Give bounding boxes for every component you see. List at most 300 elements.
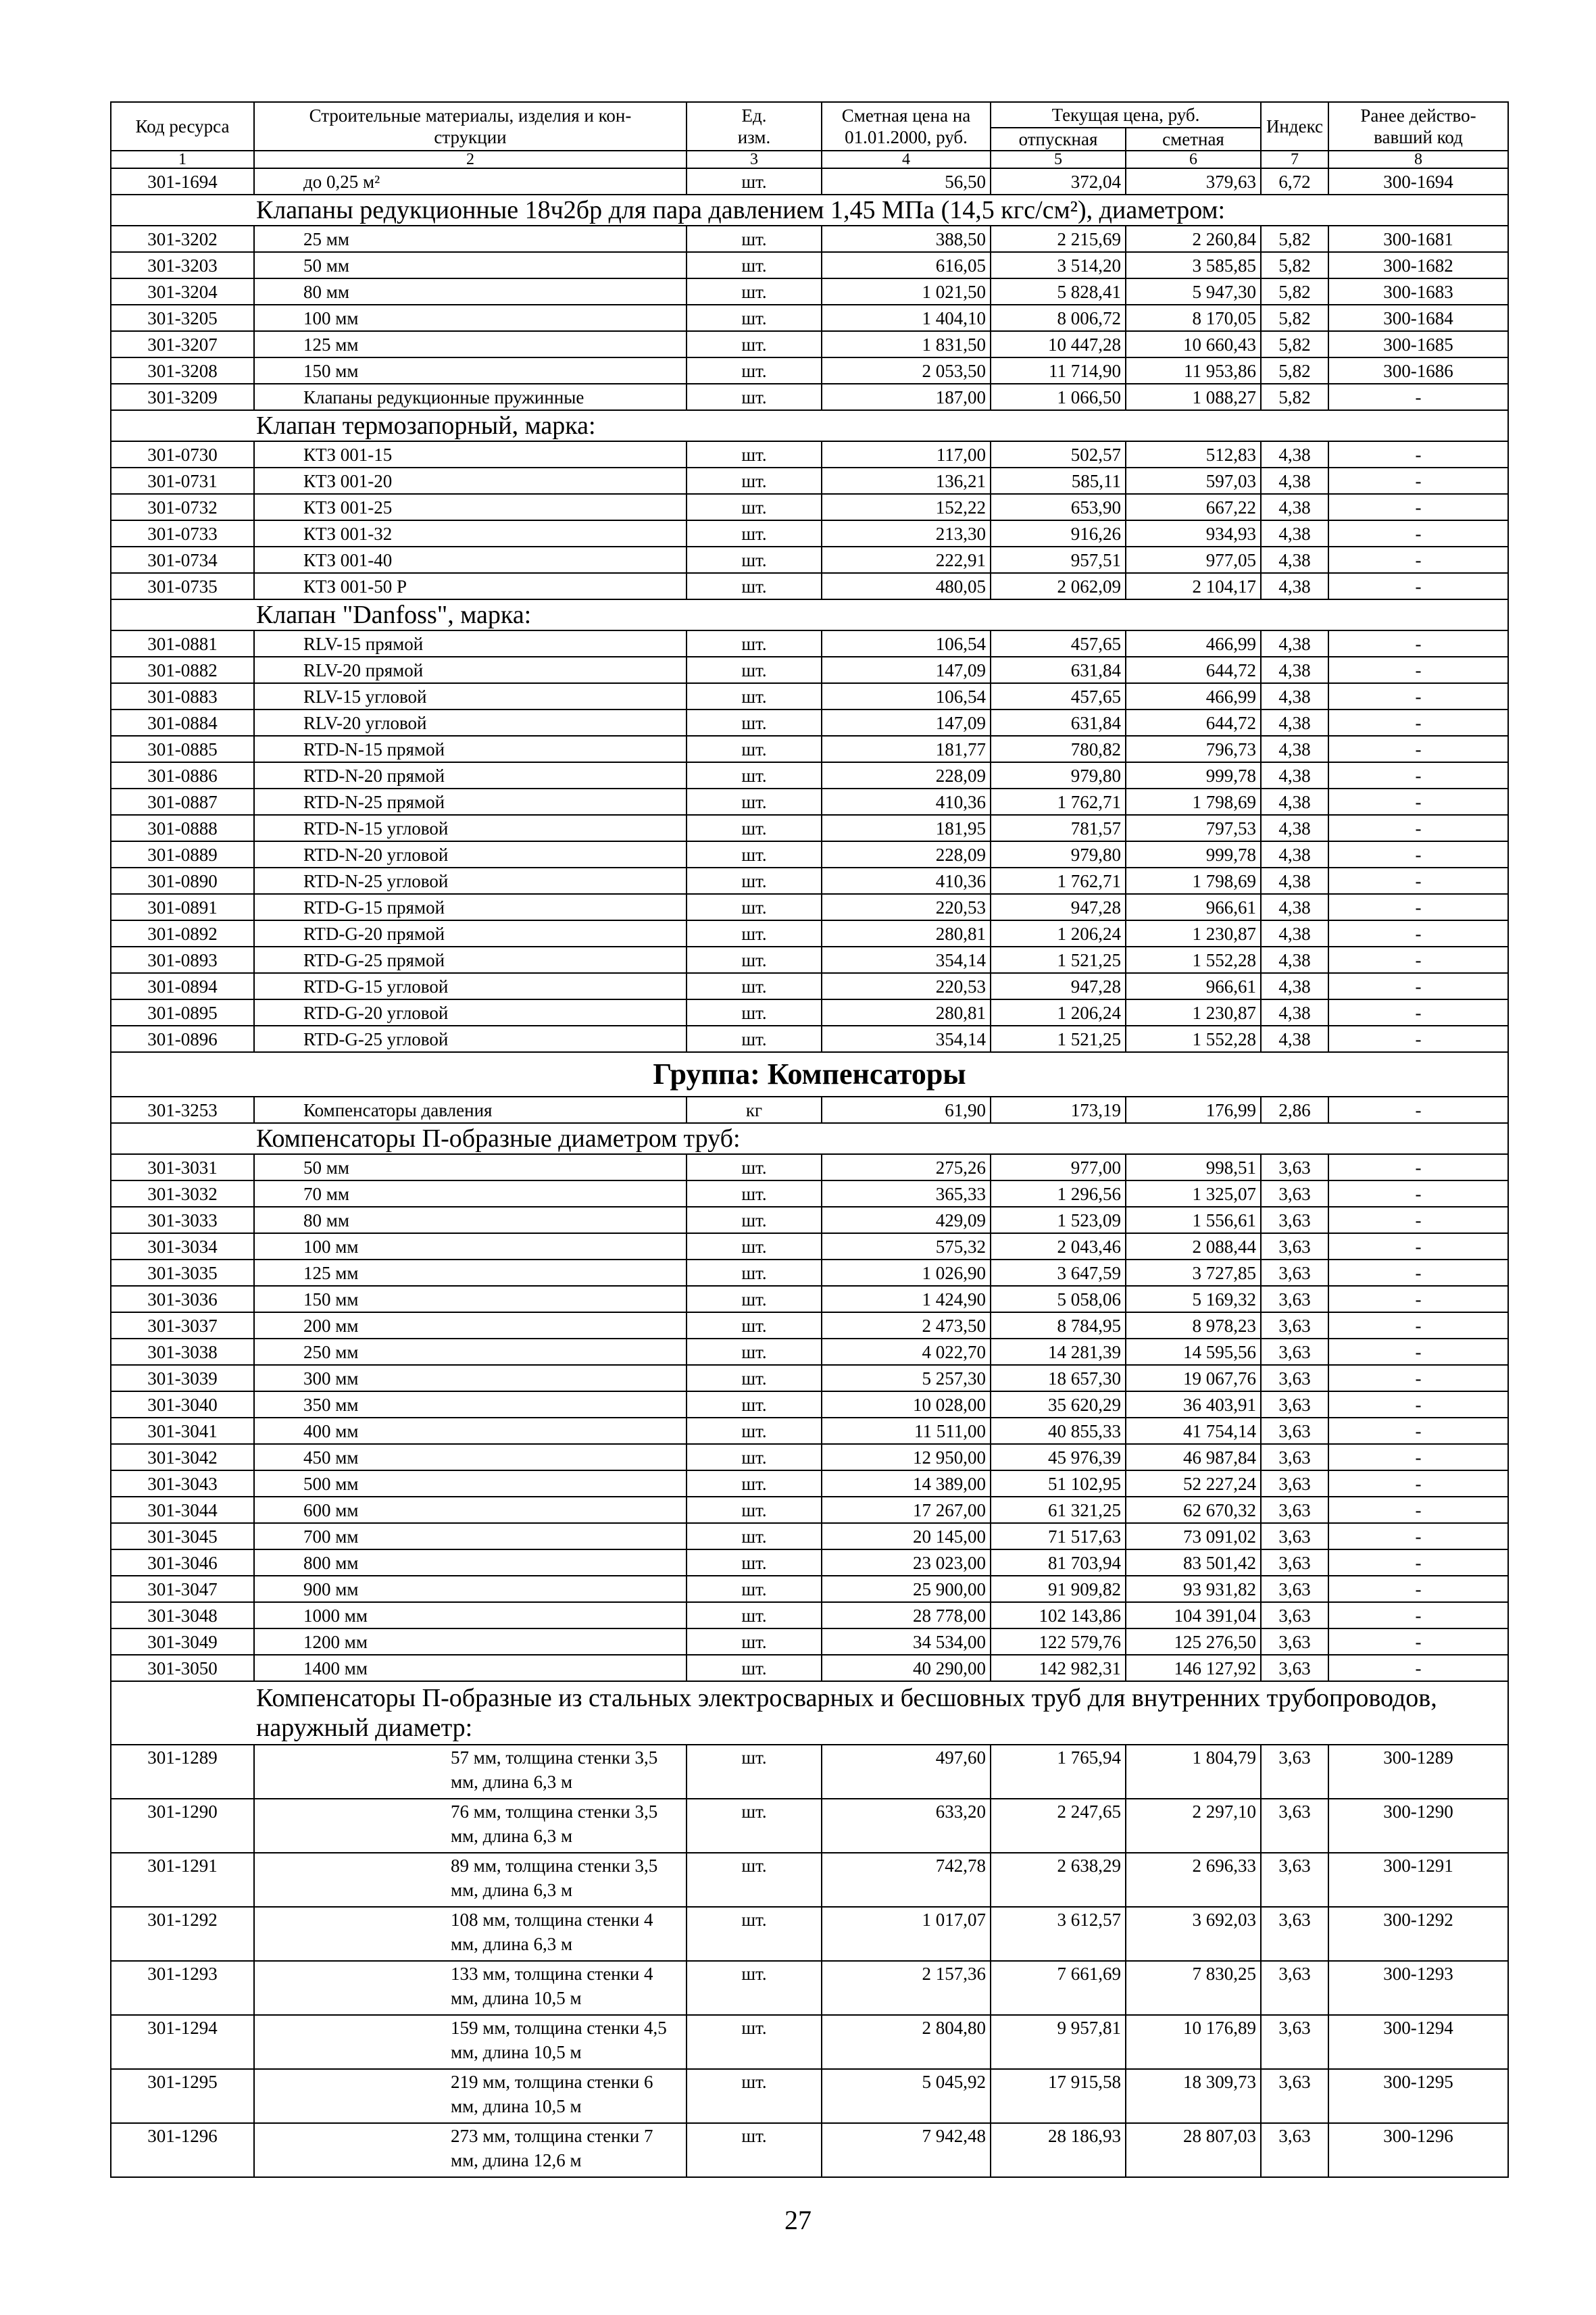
resource-code: 301-1694 bbox=[111, 168, 254, 195]
resource-unit: шт. bbox=[687, 1523, 822, 1549]
resource-name: RTD-N-15 угловой bbox=[254, 815, 687, 841]
price-estimate: 2 696,33 bbox=[1126, 1853, 1261, 1907]
price-estimate: 14 595,56 bbox=[1126, 1339, 1261, 1365]
resource-unit: шт. bbox=[687, 1655, 822, 1681]
resource-name: 80 мм bbox=[254, 278, 687, 305]
resource-code: 301-3044 bbox=[111, 1497, 254, 1523]
price-2000: 575,32 bbox=[822, 1233, 991, 1260]
resource-code: 301-3047 bbox=[111, 1576, 254, 1602]
price-index: 3,63 bbox=[1261, 1286, 1328, 1312]
price-2000: 742,78 bbox=[822, 1853, 991, 1907]
price-estimate: 597,03 bbox=[1126, 468, 1261, 494]
price-sale: 1 206,24 bbox=[991, 920, 1126, 947]
price-index: 3,63 bbox=[1261, 1907, 1328, 1961]
col-num: 7 bbox=[1261, 151, 1328, 168]
table-row bbox=[111, 1365, 1508, 1391]
price-2000: 213,30 bbox=[822, 520, 991, 547]
price-estimate: 8 170,05 bbox=[1126, 305, 1261, 331]
resource-code: 301-1293 bbox=[111, 1961, 254, 2015]
resource-code: 301-0735 bbox=[111, 573, 254, 599]
price-sale: 28 186,93 bbox=[991, 2123, 1126, 2177]
price-estimate: 667,22 bbox=[1126, 494, 1261, 520]
price-estimate: 466,99 bbox=[1126, 630, 1261, 657]
resource-code: 301-3046 bbox=[111, 1549, 254, 1576]
table-row bbox=[111, 736, 1508, 762]
price-index: 5,82 bbox=[1261, 357, 1328, 384]
price-estimate: 2 297,10 bbox=[1126, 1799, 1261, 1853]
price-sale: 2 043,46 bbox=[991, 1233, 1126, 1260]
previous-code: 300-1686 bbox=[1328, 357, 1508, 384]
price-sale: 781,57 bbox=[991, 815, 1126, 841]
price-2000: 20 145,00 bbox=[822, 1523, 991, 1549]
resource-unit: шт. bbox=[687, 1961, 822, 2015]
price-2000: 280,81 bbox=[822, 920, 991, 947]
resource-name: 1200 мм bbox=[254, 1628, 687, 1655]
resource-name: 500 мм bbox=[254, 1470, 687, 1497]
price-estimate: 83 501,42 bbox=[1126, 1549, 1261, 1576]
price-sale: 142 982,31 bbox=[991, 1655, 1126, 1681]
price-estimate: 176,99 bbox=[1126, 1097, 1261, 1123]
header-current-price: Текущая цена, руб. bbox=[991, 102, 1261, 128]
resource-name: RLV-20 прямой bbox=[254, 657, 687, 683]
price-2000: 1 026,90 bbox=[822, 1260, 991, 1286]
resource-name: RTD-N-25 прямой bbox=[254, 789, 687, 815]
price-sale: 947,28 bbox=[991, 894, 1126, 920]
table-row bbox=[111, 1312, 1508, 1339]
resource-name: RLV-20 угловой bbox=[254, 710, 687, 736]
price-2000: 228,09 bbox=[822, 841, 991, 868]
resource-unit: шт. bbox=[687, 657, 822, 683]
resource-code: 301-0896 bbox=[111, 1026, 254, 1052]
price-estimate: 1 230,87 bbox=[1126, 920, 1261, 947]
price-2000: 228,09 bbox=[822, 762, 991, 789]
price-sale: 10 447,28 bbox=[991, 331, 1126, 357]
table-row bbox=[111, 1655, 1508, 1681]
price-estimate: 11 953,86 bbox=[1126, 357, 1261, 384]
price-sale: 2 215,69 bbox=[991, 226, 1126, 252]
price-index: 5,82 bbox=[1261, 252, 1328, 278]
table-row bbox=[111, 384, 1508, 410]
header-code: Код ресурса bbox=[111, 102, 254, 151]
previous-code: 300-1289 bbox=[1328, 1745, 1508, 1799]
resource-code: 301-3202 bbox=[111, 226, 254, 252]
resource-name: Клапаны редукционные пружинные bbox=[254, 384, 687, 410]
previous-code: - bbox=[1328, 1180, 1508, 1207]
table-row bbox=[111, 1260, 1508, 1286]
resource-code: 301-3048 bbox=[111, 1602, 254, 1628]
table-row bbox=[111, 947, 1508, 973]
resource-name: КТЗ 001-25 bbox=[254, 494, 687, 520]
price-2000: 5 045,92 bbox=[822, 2069, 991, 2123]
resource-name: RLV-15 прямой bbox=[254, 630, 687, 657]
price-sale: 780,82 bbox=[991, 736, 1126, 762]
price-estimate: 2 104,17 bbox=[1126, 573, 1261, 599]
resource-name: 25 мм bbox=[254, 226, 687, 252]
previous-code: - bbox=[1328, 1154, 1508, 1180]
previous-code: - bbox=[1328, 1365, 1508, 1391]
resource-name: 1000 мм bbox=[254, 1602, 687, 1628]
table-row bbox=[111, 973, 1508, 999]
previous-code: 300-1684 bbox=[1328, 305, 1508, 331]
resource-unit: шт. bbox=[687, 357, 822, 384]
resource-code: 301-0891 bbox=[111, 894, 254, 920]
price-estimate: 999,78 bbox=[1126, 762, 1261, 789]
price-estimate: 36 403,91 bbox=[1126, 1391, 1261, 1418]
price-index: 4,38 bbox=[1261, 841, 1328, 868]
resource-code: 301-3036 bbox=[111, 1286, 254, 1312]
price-sale: 585,11 bbox=[991, 468, 1126, 494]
resource-unit: шт. bbox=[687, 1497, 822, 1523]
previous-code: - bbox=[1328, 868, 1508, 894]
price-sale: 1 296,56 bbox=[991, 1180, 1126, 1207]
resource-code: 301-3050 bbox=[111, 1655, 254, 1681]
price-sale: 61 321,25 bbox=[991, 1497, 1126, 1523]
price-2000: 136,21 bbox=[822, 468, 991, 494]
table-row bbox=[111, 1745, 1508, 1799]
resource-unit: кг bbox=[687, 1097, 822, 1123]
price-estimate: 2 088,44 bbox=[1126, 1233, 1261, 1260]
resource-code: 301-3208 bbox=[111, 357, 254, 384]
table-row bbox=[111, 2015, 1508, 2069]
resource-unit: шт. bbox=[687, 1470, 822, 1497]
price-index: 6,72 bbox=[1261, 168, 1328, 195]
resource-name: RTD-G-20 угловой bbox=[254, 999, 687, 1026]
price-sale: 173,19 bbox=[991, 1097, 1126, 1123]
previous-code: - bbox=[1328, 1207, 1508, 1233]
resource-code: 301-0734 bbox=[111, 547, 254, 573]
resource-unit: шт. bbox=[687, 468, 822, 494]
resource-name: RTD-G-15 угловой bbox=[254, 973, 687, 999]
price-sale: 3 514,20 bbox=[991, 252, 1126, 278]
price-sale: 631,84 bbox=[991, 657, 1126, 683]
price-estimate: 18 309,73 bbox=[1126, 2069, 1261, 2123]
previous-code: - bbox=[1328, 841, 1508, 868]
resource-unit: шт. bbox=[687, 1444, 822, 1470]
price-sale: 457,65 bbox=[991, 630, 1126, 657]
price-sale: 45 976,39 bbox=[991, 1444, 1126, 1470]
resource-unit: шт. bbox=[687, 1602, 822, 1628]
resource-unit: шт. bbox=[687, 973, 822, 999]
resource-code: 301-0895 bbox=[111, 999, 254, 1026]
resource-unit: шт. bbox=[687, 894, 822, 920]
previous-code: - bbox=[1328, 894, 1508, 920]
table-row bbox=[111, 278, 1508, 305]
price-2000: 222,91 bbox=[822, 547, 991, 573]
table-row bbox=[111, 1576, 1508, 1602]
resource-unit: шт. bbox=[687, 630, 822, 657]
price-sale: 122 579,76 bbox=[991, 1628, 1126, 1655]
resource-unit: шт. bbox=[687, 868, 822, 894]
price-index: 5,82 bbox=[1261, 305, 1328, 331]
table-row bbox=[111, 1907, 1508, 1961]
price-sale: 977,00 bbox=[991, 1154, 1126, 1180]
previous-code: - bbox=[1328, 1339, 1508, 1365]
price-estimate: 1 552,28 bbox=[1126, 1026, 1261, 1052]
table-row bbox=[111, 1391, 1508, 1418]
previous-code: 300-1682 bbox=[1328, 252, 1508, 278]
price-2000: 14 389,00 bbox=[822, 1470, 991, 1497]
previous-code: 300-1685 bbox=[1328, 331, 1508, 357]
resource-code: 301-3040 bbox=[111, 1391, 254, 1418]
price-2000: 1 404,10 bbox=[822, 305, 991, 331]
price-index: 5,82 bbox=[1261, 384, 1328, 410]
price-index: 3,63 bbox=[1261, 1853, 1328, 1907]
price-sale: 2 062,09 bbox=[991, 573, 1126, 599]
price-2000: 152,22 bbox=[822, 494, 991, 520]
price-2000: 187,00 bbox=[822, 384, 991, 410]
col-num: 4 bbox=[822, 151, 991, 168]
resource-unit: шт. bbox=[687, 168, 822, 195]
resource-code: 301-0882 bbox=[111, 657, 254, 683]
price-index: 3,63 bbox=[1261, 1799, 1328, 1853]
table-row bbox=[111, 683, 1508, 710]
price-2000: 28 778,00 bbox=[822, 1602, 991, 1628]
price-2000: 1 017,07 bbox=[822, 1907, 991, 1961]
table-row bbox=[111, 441, 1508, 468]
col-num: 5 bbox=[991, 151, 1126, 168]
resource-unit: шт. bbox=[687, 494, 822, 520]
price-sale: 5 058,06 bbox=[991, 1286, 1126, 1312]
price-index: 3,63 bbox=[1261, 1154, 1328, 1180]
price-2000: 12 950,00 bbox=[822, 1444, 991, 1470]
table-row bbox=[111, 1180, 1508, 1207]
price-sale: 5 828,41 bbox=[991, 278, 1126, 305]
price-2000: 429,09 bbox=[822, 1207, 991, 1233]
resource-unit: шт. bbox=[687, 1576, 822, 1602]
price-estimate: 104 391,04 bbox=[1126, 1602, 1261, 1628]
table-row bbox=[111, 331, 1508, 357]
resource-name: RTD-N-15 прямой bbox=[254, 736, 687, 762]
previous-code: - bbox=[1328, 762, 1508, 789]
resource-name: 133 мм, толщина стенки 4 мм, длина 10,5 м bbox=[254, 1961, 687, 2015]
price-2000: 25 900,00 bbox=[822, 1576, 991, 1602]
previous-code: - bbox=[1328, 710, 1508, 736]
resource-code: 301-1294 bbox=[111, 2015, 254, 2069]
previous-code: 300-1295 bbox=[1328, 2069, 1508, 2123]
price-sale: 1 521,25 bbox=[991, 1026, 1126, 1052]
price-sale: 81 703,94 bbox=[991, 1549, 1126, 1576]
resource-name: RTD-G-15 прямой bbox=[254, 894, 687, 920]
previous-code: - bbox=[1328, 1286, 1508, 1312]
table-row bbox=[111, 1853, 1508, 1907]
price-2000: 40 290,00 bbox=[822, 1655, 991, 1681]
price-sale: 457,65 bbox=[991, 683, 1126, 710]
price-2000: 280,81 bbox=[822, 999, 991, 1026]
resource-name: 159 мм, толщина стенки 4,5 мм, длина 10,5 м bbox=[254, 2015, 687, 2069]
price-2000: 2 053,50 bbox=[822, 357, 991, 384]
price-index: 3,63 bbox=[1261, 2069, 1328, 2123]
previous-code: - bbox=[1328, 630, 1508, 657]
resource-name: 150 мм bbox=[254, 1286, 687, 1312]
price-2000: 10 028,00 bbox=[822, 1391, 991, 1418]
price-index: 4,38 bbox=[1261, 973, 1328, 999]
resource-code: 301-1292 bbox=[111, 1907, 254, 1961]
previous-code: - bbox=[1328, 789, 1508, 815]
price-sale: 7 661,69 bbox=[991, 1961, 1126, 2015]
price-index: 4,38 bbox=[1261, 547, 1328, 573]
resource-name: КТЗ 001-50 Р bbox=[254, 573, 687, 599]
price-sale: 653,90 bbox=[991, 494, 1126, 520]
resource-unit: шт. bbox=[687, 710, 822, 736]
price-2000: 220,53 bbox=[822, 894, 991, 920]
table-row bbox=[111, 494, 1508, 520]
price-index: 4,38 bbox=[1261, 494, 1328, 520]
price-sale: 957,51 bbox=[991, 547, 1126, 573]
price-2000: 181,95 bbox=[822, 815, 991, 841]
previous-code: 300-1290 bbox=[1328, 1799, 1508, 1853]
price-2000: 17 267,00 bbox=[822, 1497, 991, 1523]
price-estimate: 379,63 bbox=[1126, 168, 1261, 195]
previous-code: - bbox=[1328, 520, 1508, 547]
price-2000: 1 021,50 bbox=[822, 278, 991, 305]
table-row bbox=[111, 762, 1508, 789]
table-row bbox=[111, 573, 1508, 599]
table-row bbox=[111, 1097, 1508, 1123]
resource-name: 900 мм bbox=[254, 1576, 687, 1602]
resource-name: RTD-N-20 угловой bbox=[254, 841, 687, 868]
resource-code: 301-0731 bbox=[111, 468, 254, 494]
resource-unit: шт. bbox=[687, 252, 822, 278]
price-sale: 71 517,63 bbox=[991, 1523, 1126, 1549]
col-num: 6 bbox=[1126, 151, 1261, 168]
resource-code: 301-3032 bbox=[111, 1180, 254, 1207]
price-2000: 410,36 bbox=[822, 789, 991, 815]
section-heading-title: Клапан "Danfoss", марка: bbox=[111, 599, 1508, 630]
price-2000: 410,36 bbox=[822, 868, 991, 894]
resource-unit: шт. bbox=[687, 815, 822, 841]
resource-name: 57 мм, толщина стенки 3,5 мм, длина 6,3 м bbox=[254, 1745, 687, 1799]
price-estimate: 19 067,76 bbox=[1126, 1365, 1261, 1391]
resource-code: 301-3038 bbox=[111, 1339, 254, 1365]
resource-name: 1400 мм bbox=[254, 1655, 687, 1681]
resource-code: 301-3203 bbox=[111, 252, 254, 278]
price-2000: 106,54 bbox=[822, 683, 991, 710]
header-unit: Ед. изм. bbox=[687, 102, 822, 151]
price-estimate: 977,05 bbox=[1126, 547, 1261, 573]
resource-unit: шт. bbox=[687, 441, 822, 468]
resource-unit: шт. bbox=[687, 1312, 822, 1339]
resource-unit: шт. bbox=[687, 841, 822, 868]
section-heading-title: Компенсаторы П-образные диаметром труб: bbox=[111, 1123, 1508, 1154]
resource-code: 301-1296 bbox=[111, 2123, 254, 2177]
resource-unit: шт. bbox=[687, 226, 822, 252]
resource-unit: шт. bbox=[687, 736, 822, 762]
price-estimate: 1 556,61 bbox=[1126, 1207, 1261, 1233]
price-index: 4,38 bbox=[1261, 683, 1328, 710]
resource-code: 301-3033 bbox=[111, 1207, 254, 1233]
resource-price-table bbox=[110, 101, 1509, 2178]
resource-code: 301-0730 bbox=[111, 441, 254, 468]
table-row bbox=[111, 168, 1508, 195]
previous-code: - bbox=[1328, 1549, 1508, 1576]
section-heading bbox=[111, 599, 1508, 630]
resource-unit: шт. bbox=[687, 1799, 822, 1853]
price-2000: 117,00 bbox=[822, 441, 991, 468]
resource-code: 301-0887 bbox=[111, 789, 254, 815]
resource-code: 301-3031 bbox=[111, 1154, 254, 1180]
resource-unit: шт. bbox=[687, 305, 822, 331]
price-sale: 2 638,29 bbox=[991, 1853, 1126, 1907]
resource-code: 301-0893 bbox=[111, 947, 254, 973]
price-sale: 102 143,86 bbox=[991, 1602, 1126, 1628]
price-sale: 502,57 bbox=[991, 441, 1126, 468]
price-2000: 2 804,80 bbox=[822, 2015, 991, 2069]
price-estimate: 93 931,82 bbox=[1126, 1576, 1261, 1602]
previous-code: 300-1293 bbox=[1328, 1961, 1508, 2015]
resource-name: КТЗ 001-20 bbox=[254, 468, 687, 494]
resource-code: 301-1289 bbox=[111, 1745, 254, 1799]
table-row bbox=[111, 1444, 1508, 1470]
previous-code: - bbox=[1328, 1497, 1508, 1523]
resource-name: 80 мм bbox=[254, 1207, 687, 1233]
price-2000: 633,20 bbox=[822, 1799, 991, 1853]
previous-code: - bbox=[1328, 1026, 1508, 1052]
table-row bbox=[111, 1207, 1508, 1233]
price-sale: 1 206,24 bbox=[991, 999, 1126, 1026]
previous-code: - bbox=[1328, 736, 1508, 762]
previous-code: - bbox=[1328, 973, 1508, 999]
previous-code: - bbox=[1328, 1602, 1508, 1628]
previous-code: - bbox=[1328, 1097, 1508, 1123]
price-estimate: 999,78 bbox=[1126, 841, 1261, 868]
price-2000: 220,53 bbox=[822, 973, 991, 999]
resource-unit: шт. bbox=[687, 278, 822, 305]
resource-unit: шт. bbox=[687, 1233, 822, 1260]
price-estimate: 10 660,43 bbox=[1126, 331, 1261, 357]
table-row bbox=[111, 1470, 1508, 1497]
previous-code: - bbox=[1328, 1655, 1508, 1681]
header-previous-code: Ранее действо- вавший код bbox=[1328, 102, 1508, 151]
resource-code: 301-3039 bbox=[111, 1365, 254, 1391]
table-row bbox=[111, 1233, 1508, 1260]
price-estimate: 644,72 bbox=[1126, 657, 1261, 683]
resource-unit: шт. bbox=[687, 384, 822, 410]
resource-unit: шт. bbox=[687, 1260, 822, 1286]
col-num: 8 bbox=[1328, 151, 1508, 168]
table-row bbox=[111, 1628, 1508, 1655]
price-index: 3,63 bbox=[1261, 1602, 1328, 1628]
resource-name: 89 мм, толщина стенки 3,5 мм, длина 6,3 м bbox=[254, 1853, 687, 1907]
previous-code: - bbox=[1328, 547, 1508, 573]
price-sale: 8 006,72 bbox=[991, 305, 1126, 331]
price-index: 3,63 bbox=[1261, 1497, 1328, 1523]
table-row bbox=[111, 1799, 1508, 1853]
table-row bbox=[111, 710, 1508, 736]
price-index: 3,63 bbox=[1261, 1365, 1328, 1391]
resource-name: КТЗ 001-40 bbox=[254, 547, 687, 573]
table-row bbox=[111, 815, 1508, 841]
price-estimate: 966,61 bbox=[1126, 894, 1261, 920]
resource-name: 76 мм, толщина стенки 3,5 мм, длина 6,3 м bbox=[254, 1799, 687, 1853]
resource-unit: шт. bbox=[687, 1418, 822, 1444]
price-estimate: 28 807,03 bbox=[1126, 2123, 1261, 2177]
price-estimate: 466,99 bbox=[1126, 683, 1261, 710]
price-estimate: 7 830,25 bbox=[1126, 1961, 1261, 2015]
price-estimate: 1 325,07 bbox=[1126, 1180, 1261, 1207]
group-heading bbox=[111, 1052, 1508, 1097]
resource-name: 600 мм bbox=[254, 1497, 687, 1523]
resource-code: 301-3204 bbox=[111, 278, 254, 305]
price-sale: 979,80 bbox=[991, 841, 1126, 868]
resource-unit: шт. bbox=[687, 1207, 822, 1233]
price-sale: 18 657,30 bbox=[991, 1365, 1126, 1391]
price-index: 3,63 bbox=[1261, 1655, 1328, 1681]
price-index: 4,38 bbox=[1261, 520, 1328, 547]
table-row bbox=[111, 920, 1508, 947]
price-estimate: 41 754,14 bbox=[1126, 1418, 1261, 1444]
price-index: 4,38 bbox=[1261, 573, 1328, 599]
price-sale: 979,80 bbox=[991, 762, 1126, 789]
